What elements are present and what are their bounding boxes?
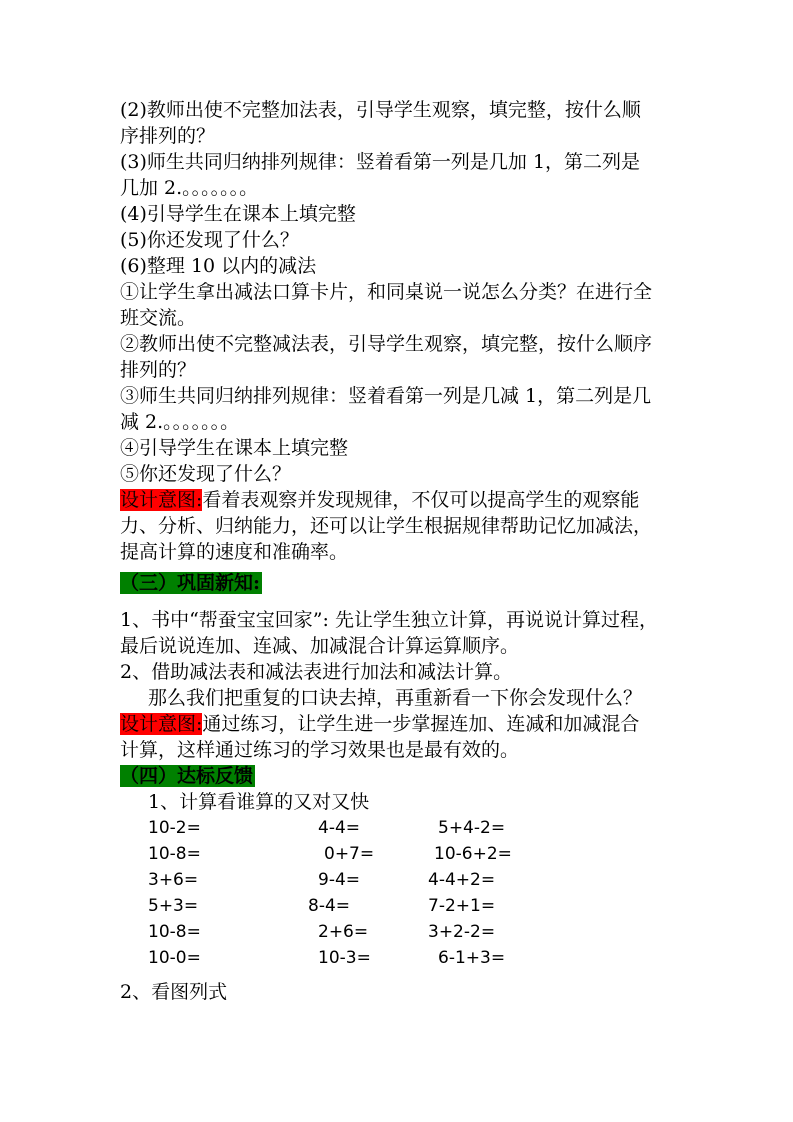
exercise-item: 7-2+1= [428,896,496,916]
exercise-item: 3+6= [148,870,199,890]
exercise-item: 6-1+3= [438,948,506,968]
exercise-item: 4-4+2= [428,870,496,890]
text-line: 序排列的？ [120,125,216,147]
section-4-heading: （四）达标反馈 [120,765,254,787]
section-heading [120,570,262,596]
exercise-item: 10-8= [148,922,201,942]
exercise-item: 0+7= [324,844,375,864]
exercise-item: 5+3= [148,896,199,916]
exercise-item: 3+2-2= [428,922,496,942]
exercise-item: 9-4= [318,870,361,890]
section-3-heading: （三）巩固新知: [120,572,261,594]
design-intent-label: 设计意图: [120,489,203,511]
text-line: 那么我们把重复的口诀去掉，再重新看一下你会发现什么？ [148,687,643,709]
text-line: 提高计算的速度和准确率。 [120,541,349,563]
text-line: 力、分析、归纳能力，还可以让学生根据规律帮助记忆加减法， [120,515,653,537]
section-heading [120,763,255,789]
exercise-item: 10-8= [148,844,201,864]
design-intent-text: 通过练习，让学生进一步掌握连加、连减和加减混合 [202,713,640,735]
exercise-item: 2+6= [318,922,369,942]
exercise-item: 5+4-2= [438,818,506,838]
text-line: (6)整理 10 以内的减法 [120,255,317,277]
text-line: ②教师出使不完整减法表，引导学生观察，填完整，按什么顺序 [120,333,653,355]
text-line: 2、借助减法表和减法表进行加法和减法计算。 [120,661,513,683]
design-intent-paragraph [120,487,639,513]
exercise-item: 8-4= [308,896,351,916]
exercise-title: 2、看图列式 [120,981,228,1003]
text-line: ①让学生拿出减法口算卡片，和同桌说一说怎么分类？在进行全 [120,281,653,303]
exercise-item: 4-4= [318,818,361,838]
text-line: 减 2.。。。。。。。 [120,411,240,433]
exercise-item: 10-0= [148,948,201,968]
design-intent-text: 看着表观察并发现规律，不仅可以提高学生的观察能 [202,489,640,511]
text-line: 排列的？ [120,359,197,381]
text-line: (2)教师出使不完整加法表，引导学生观察，填完整，按什么顺 [120,99,641,121]
text-line: ⑤你还发现了什么？ [120,463,292,485]
text-line: 1、书中“帮蚕宝宝回家”: 先让学生独立计算，再说说计算过程， [120,609,658,631]
design-intent-label: 设计意图: [120,713,203,735]
text-line: (3)师生共同归纳排列规律：竖着看第一列是几加 1，第二列是 [120,151,641,173]
text-line: ④引导学生在课本上填完整 [120,437,349,459]
exercise-title: 1、计算看谁算的又对又快 [148,791,370,813]
text-line: (5)你还发现了什么？ [120,229,299,251]
exercise-item: 10-6+2= [434,844,512,864]
design-intent-paragraph [120,711,639,737]
exercise-item: 10-2= [148,818,201,838]
text-line: 计算，这样通过练习的学习效果也是最有效的。 [120,739,520,761]
text-line: 几加 2.。。。。。。。 [120,177,259,199]
text-line: ③师生共同归纳排列规律：竖着看第一列是几减 1，第二列是几 [120,385,652,407]
text-line: (4)引导学生在课本上填完整 [120,203,356,225]
text-line: 最后说说连加、连减、加减混合计算运算顺序。 [120,635,520,657]
exercise-item: 10-3= [318,948,371,968]
text-line: 班交流。 [120,307,197,329]
